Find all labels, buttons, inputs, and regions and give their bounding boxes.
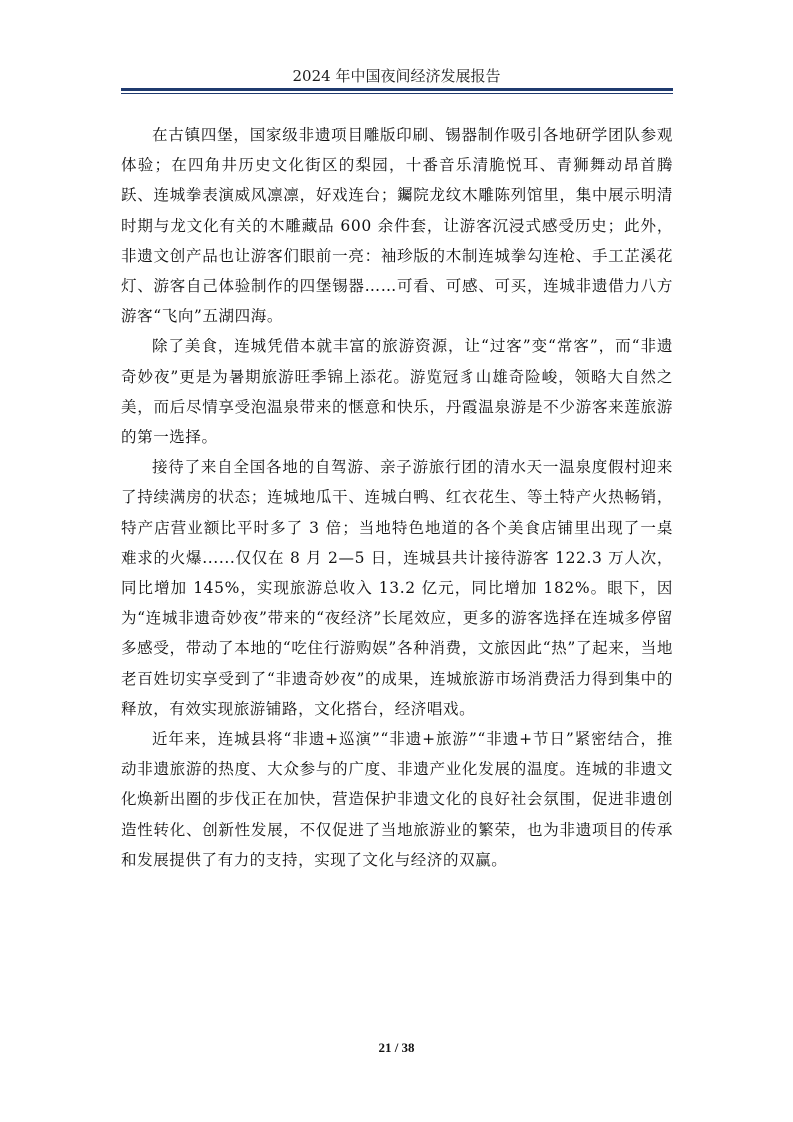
paragraph-tourism-resources: 除了美食，连城凭借本就丰富的旅游资源，让“过客”变“常客”，而“非遗奇妙夜”更是为暑期旅游旺季锦上添花。游览冠豸山雄奇险峻，领略大自然之美，而后尽情享受泡温泉带来的惬意和快乐，丹霞温泉游是不少游客来莲旅游的第一选择。 [121,337,673,447]
body-text [121,120,673,875]
header-rule-thick [121,88,673,91]
paragraph-heritage-development: 近年来，连城县将“非遗+巡演”“非遗+旅游”“非遗+节日”紧密结合，推动非遗旅游的热度、大众参与的广度、非遗产业化发展的温度。连城的非遗文化焕新出圈的步伐正在加快，营造保护非遗文化的良好社会氛围，促进非遗创造性转化、创新性发展，不仅促进了当地旅游业的繁荣，也为非遗项目的传承和发展提供了有力的支持，实现了文化与经济的双赢。 [121,730,673,869]
page-number: 21 / 38 [378,1040,415,1055]
report-header-title: 2024 年中国夜间经济发展报告 [292,67,501,85]
paragraph-tourism-statistics: 接待了来自全国各地的自驾游、亲子游旅行团的清水天一温泉度假村迎来了持续满房的状态；连城地瓜干、连城白鸭、红衣花生、等土特产火热畅销，特产店营业额比平时多了 3 倍；当地特色地道的各个美食店铺里出现了一桌难求的火爆......仅仅在 8 月 2—5 日，连城县共计接待游客 122.3 万人次，同比增加 145%，实现旅游总收入 13.2 亿元，同比增加 182%。眼下，因为“连城非遗奇妙夜”带来的“夜经济”长尾效应，更多的游客选择在连城多停留多感受，带动了本地的“吃住行游购娱”各种消费，文旅因此“热”了起来，当地老百姓切实享受到了“非遗奇妙夜”的成果，连城旅游市场消费活力得到集中的释放，有效实现旅游铺路，文化搭台，经济唱戏。 [121,458,673,718]
paragraph-sibao-heritage: 在古镇四堡，国家级非遗项目雕版印刷、锡器制作吸引各地研学团队参观体验；在四角井历史文化街区的梨园，十番音乐清脆悦耳、青狮舞动昂首腾跃、连城拳表演威风凛凛，好戏连台；钃院龙纹木雕陈列馆里，集中展示明清时期与龙文化有关的木雕藏品 600 余件套，让游客沉浸式感受历史；此外，非遗文创产品也让游客们眼前一亮：袖珍版的木制连城拳勾连枪、手工芷溪花灯、游客自己体验制作的四堡锡器……可看、可感、可买，连城非遗借力八方游客“飞向”五湖四海。 [121,126,673,326]
header-rule-thin [121,93,673,94]
